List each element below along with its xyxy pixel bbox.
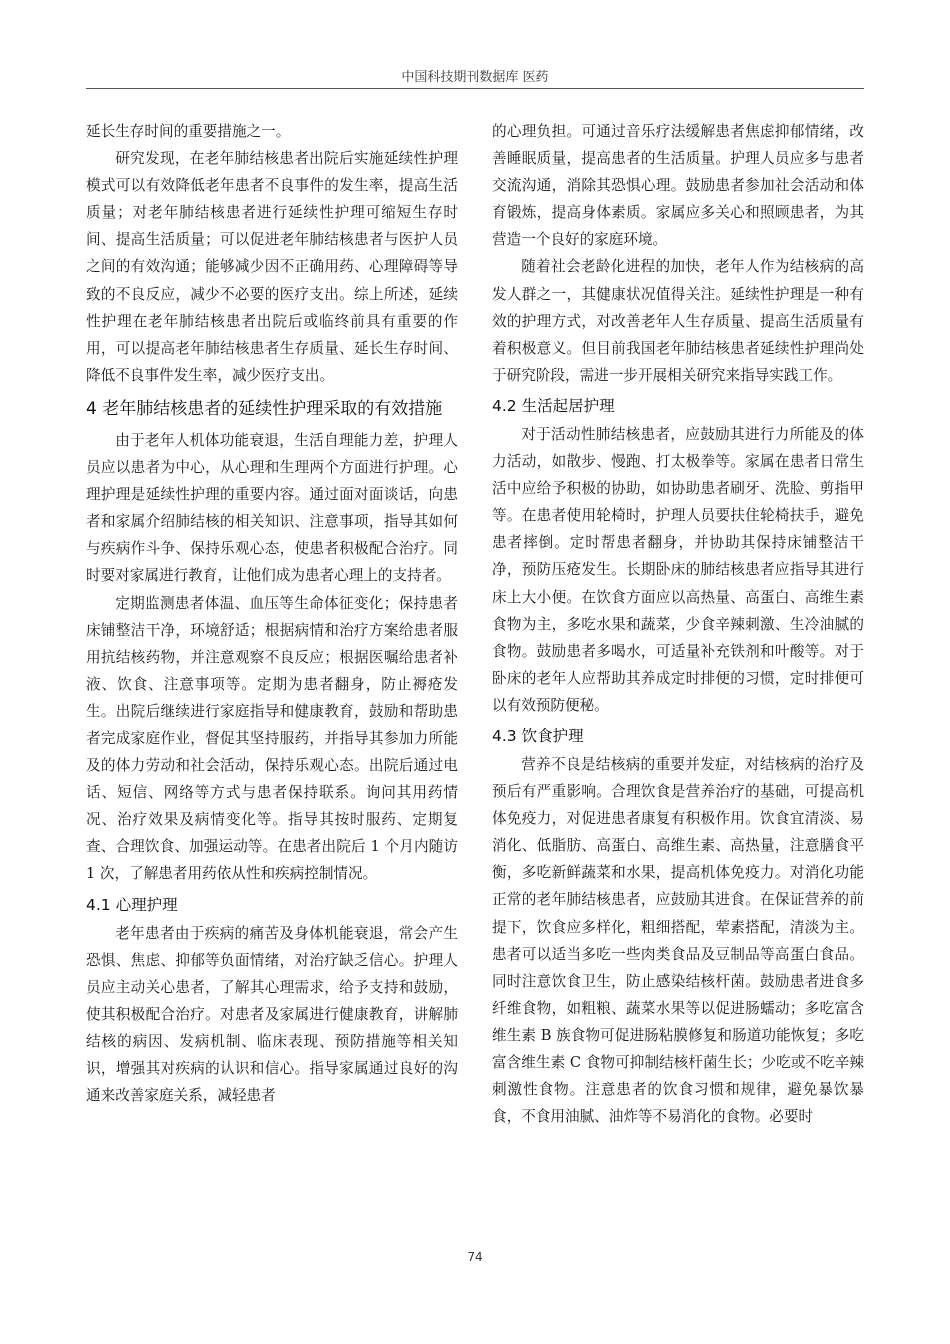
paragraph: 研究发现，在老年肺结核患者出院后实施延续性护理模式可以有效降低老年患者不良事件的发生率，提高生活质量；对老年肺结核患者进行延续性护理可缩短生存时间、提高生活质量；可以促进老年肺结核患者与医护人员之间的有效沟通；能够减少因不正确用药、心理障碍等导致的不良反应，减少不必要的医疗支出。综上所述，延续性护理在老年肺结核患者出院后或临终前具有重要的作用，可以提高老年肺结核患者生存质量、延长生存时间、降低不良事件发生率，减少医疗支出。 <box>86 150 458 384</box>
paragraph: 随着社会老龄化进程的加快，老年人作为结核病的高发人群之一，其健康状况值得关注。延续性护理是一种有效的护理方式，对改善老年人生存质量、提高生活质量有着积极意义。但目前我国老年肺结核患者延续性护理尚处于研究阶段，需进一步开展相关研究来指导实践工作。 <box>492 258 864 384</box>
subsection-heading-4-3: 4.3 饮食护理 <box>492 726 584 745</box>
paragraph: 老年患者由于疾病的痛苦及身体机能衰退，常会产生恐惧、焦虑、抑郁等负面情绪，对治疗缺乏信心。护理人员应主动关心患者，了解其心理需求，给予支持和鼓励，使其积极配合治疗。对患者及家属进行健康教育，讲解肺结核的病因、发病机制、临床表现、预防措施等相关知识，增强其对疾病的认识和信心。指导家属通过良好的沟通来改善家庭关系，减轻患者 <box>86 924 458 1105</box>
right-column <box>492 118 864 1130</box>
paragraph: 营养不良是结核病的重要并发症，对结核病的治疗及预后有严重影响。合理饮食是营养治疗的基础，可提高机体免疫力，对促进患者康复有积极作用。饮食宜清淡、易消化、低脂肪、高蛋白、高维生素、高热量，注意膳食平衡，多吃新鲜蔬菜和水果，提高机体免疫力。对消化功能正常的老年肺结核患者，应鼓励其进食。在保证营养的前提下，饮食应多样化，粗细搭配，荤素搭配，清淡为主。患者可以适当多吃一些肉类食品及豆制品等高蛋白食品。同时注意饮食卫生，防止感染结核杆菌。鼓励患者进食多纤维食物，如粗粮、蔬菜水果等以促进肠蠕动；多吃富含维生素 B 族食物可促进肠粘膜修复和肠道功能恢复；多吃富含维生素 C 食物可抑制结核杆菌生长；少吃或不吃辛辣刺激性食物。注意患者的饮食习惯和规律，避免暴饮暴食，不食用油腻、油炸等不易消化的食物。必要时 <box>492 755 864 1126</box>
subsection-heading-4-2: 4.2 生活起居护理 <box>492 396 615 415</box>
subsection-heading-4-1: 4.1 心理护理 <box>86 895 178 914</box>
paragraph: 的心理负担。可通过音乐疗法缓解患者焦虑抑郁情绪，改善睡眠质量，提高患者的生活质量。护理人员应多与患者交流沟通，消除其恐惧心理。鼓励患者参加社会活动和体育锻炼，提高身体素质。家属应多关心和照顾患者，为其营造一个良好的家庭环境。 <box>492 123 864 249</box>
running-header: 中国科技期刊数据库 医药 <box>401 70 549 85</box>
header-rule <box>86 88 864 89</box>
paragraph: 延长生存时间的重要措施之一。 <box>86 123 291 140</box>
section-heading-4: 4 老年肺结核患者的延续性护理采取的有效措施 <box>86 398 443 419</box>
paragraph: 由于老年人机体功能衰退，生活自理能力差，护理人员应以患者为中心，从心理和生理两个方面进行护理。心理护理是延续性护理的重要内容。通过面对面谈话，向患者和家属介绍肺结核的相关知识、注意事项，指导其如何与疾病作斗争、保持乐观心态，使患者积极配合治疗。同时要对家属进行教育，让他们成为患者心理上的支持者。 <box>86 431 458 585</box>
page-number: 74 <box>467 1250 483 1264</box>
paragraph: 定期监测患者体温、血压等生命体征变化；保持患者床铺整洁干净，环境舒适；根据病情和治疗方案给患者服用抗结核药物，并注意观察不良反应；根据医嘱给患者补液、饮食、注意事项等。定期为患者翻身，防止褥疮发生。出院后继续进行家庭指导和健康教育，鼓励和帮助患者完成家庭作业，督促其坚持服药，并指导其参加力所能及的体力劳动和社会活动，保持乐观心态。出院后通过电话、短信、网络等方式与患者保持联系。询问其用药情况、治疗效果及病情变化等。指导其按时服药、定期复查、合理饮食、加强运动等。在患者出院后 1 个月内随访 1 次，了解患者用药依从性和疾病控制情况。 <box>86 594 458 883</box>
left-column <box>86 118 458 1109</box>
paragraph: 对于活动性肺结核患者，应鼓励其进行力所能及的体力活动，如散步、慢跑、打太极拳等。家属在患者日常生活中应给予积极的协助，如协助患者刷牙、洗脸、剪指甲等。在患者使用轮椅时，护理人员要扶住轮椅扶手，避免患者摔倒。定时帮患者翻身，并协助其保持床铺整洁干净，预防压疮发生。长期卧床的肺结核患者应指导其进行床上大小便。在饮食方面应以高热量、高蛋白、高维生素食物为主，多吃水果和蔬菜，少食辛辣刺激、生冷油腻的食物。鼓励患者多喝水，可适量补充铁剂和叶酸等。对于卧床的老年人应帮助其养成定时排便的习惯，定时排便可以有效预防便秘。 <box>492 425 864 714</box>
